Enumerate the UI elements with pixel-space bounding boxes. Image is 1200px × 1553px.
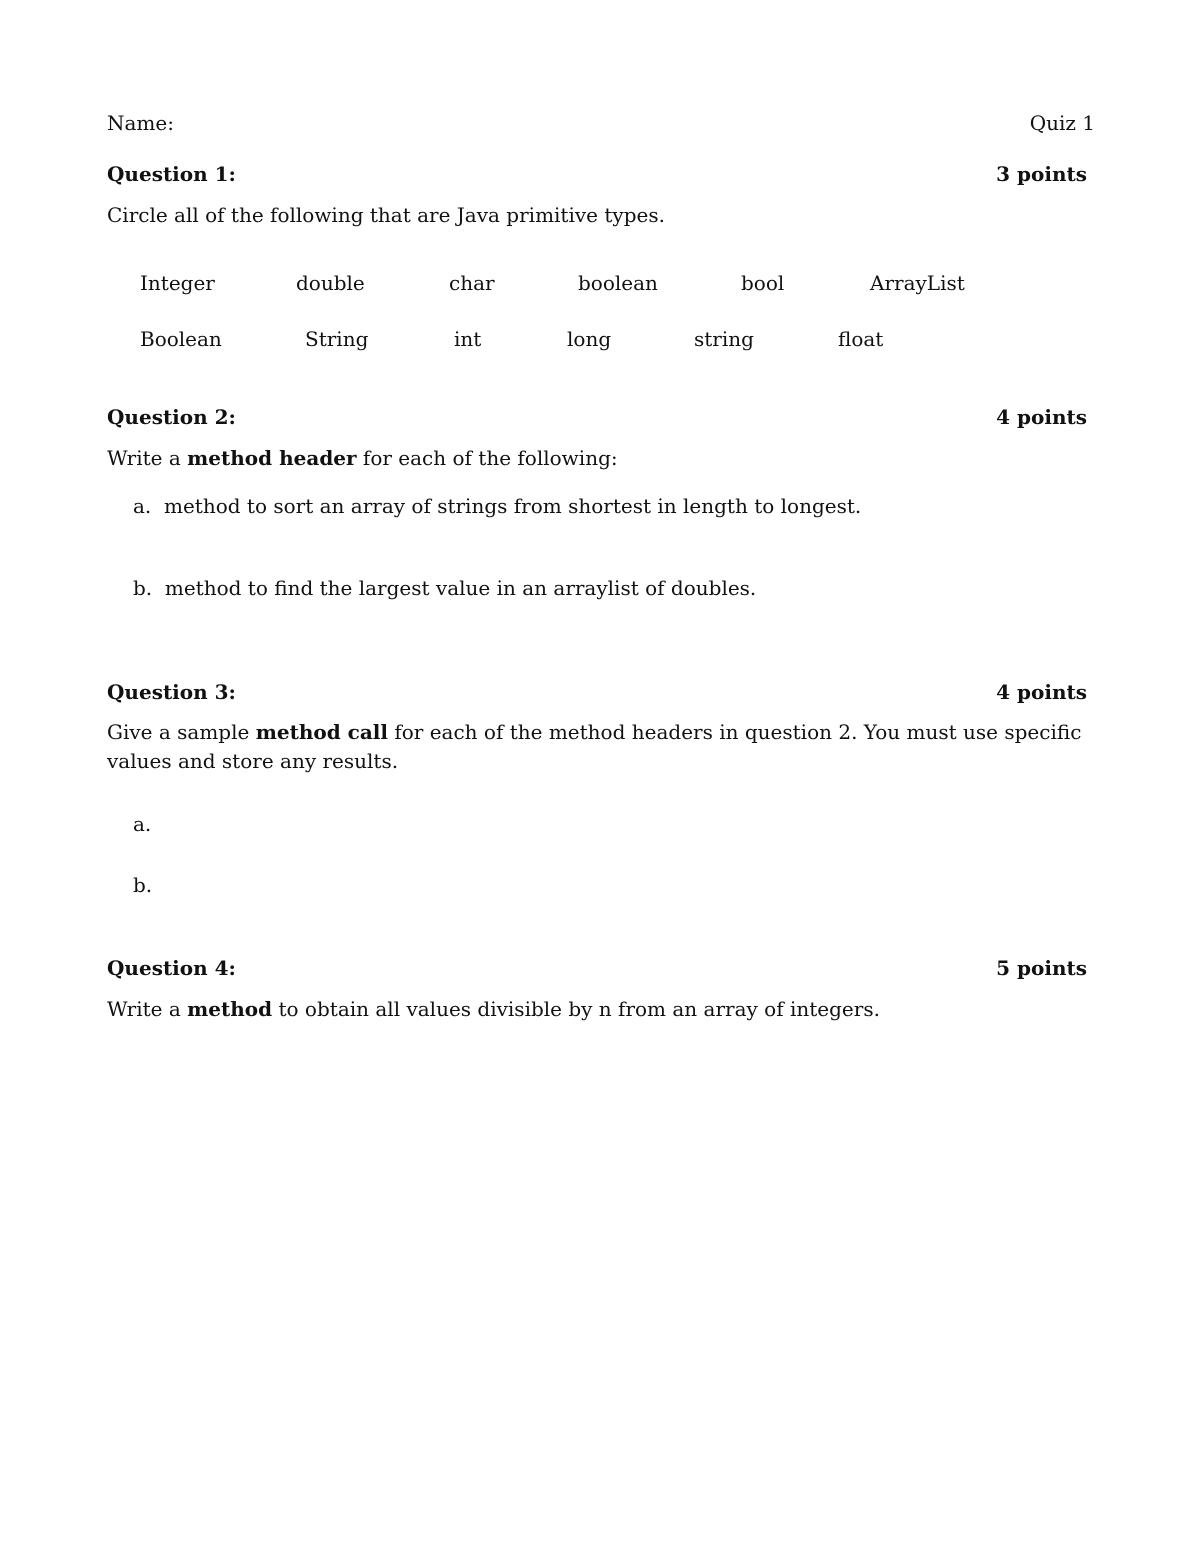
quiz-label: Quiz 1	[1029, 111, 1095, 135]
question-3-item-a: a.	[133, 812, 152, 836]
question-3-item-b: b.	[133, 873, 153, 897]
question-2-header	[107, 404, 1087, 430]
prompt-emphasis: method	[187, 997, 273, 1021]
type-option[interactable]: float	[838, 327, 884, 351]
prompt-emphasis: method call	[255, 720, 388, 744]
question-3-title: Question 3:	[107, 680, 236, 704]
question-2-title: Question 2:	[107, 405, 236, 429]
question-4-title: Question 4:	[107, 956, 236, 980]
question-1-prompt: Circle all of the following that are Java primitive types.	[107, 203, 665, 227]
question-2-item-a: a. method to sort an array of strings from shortest in length to longest.	[133, 494, 862, 518]
prompt-text: Write a	[107, 446, 188, 470]
question-2-prompt	[107, 445, 618, 471]
question-1-header	[107, 161, 1087, 187]
type-option[interactable]: Integer	[140, 271, 215, 295]
type-option[interactable]: int	[454, 327, 482, 351]
type-option[interactable]: Boolean	[140, 327, 222, 351]
prompt-emphasis: method header	[187, 446, 357, 470]
type-option[interactable]: boolean	[578, 271, 658, 295]
question-4-prompt	[107, 996, 880, 1022]
type-option[interactable]: string	[694, 327, 754, 351]
prompt-text: for each of the method headers in question 2. You must use specific values and store any results.	[107, 720, 1082, 773]
type-option[interactable]: ArrayList	[870, 271, 965, 295]
question-3-header	[107, 679, 1087, 705]
name-label: Name:	[107, 111, 174, 135]
type-option[interactable]: bool	[741, 271, 785, 295]
question-2-points: 4 points	[996, 405, 1087, 429]
type-option[interactable]: char	[449, 271, 495, 295]
question-3-points: 4 points	[996, 680, 1087, 704]
type-option[interactable]: String	[305, 327, 369, 351]
question-4-points: 5 points	[996, 956, 1087, 980]
quiz-page	[107, 0, 1095, 1553]
question-2-item-b: b. method to find the largest value in an arraylist of doubles.	[133, 576, 757, 600]
type-option[interactable]: long	[567, 327, 612, 351]
question-1-title: Question 1:	[107, 162, 236, 186]
page-header	[107, 110, 1095, 136]
type-option[interactable]: double	[296, 271, 365, 295]
question-3-prompt	[107, 718, 1095, 776]
prompt-text: Write a	[107, 997, 188, 1021]
question-4-header	[107, 955, 1087, 981]
prompt-text: to obtain all values divisible by n from an array of integers.	[272, 997, 880, 1021]
question-1-points: 3 points	[996, 162, 1087, 186]
prompt-text: for each of the following:	[356, 446, 618, 470]
prompt-text: Give a sample	[107, 720, 256, 744]
